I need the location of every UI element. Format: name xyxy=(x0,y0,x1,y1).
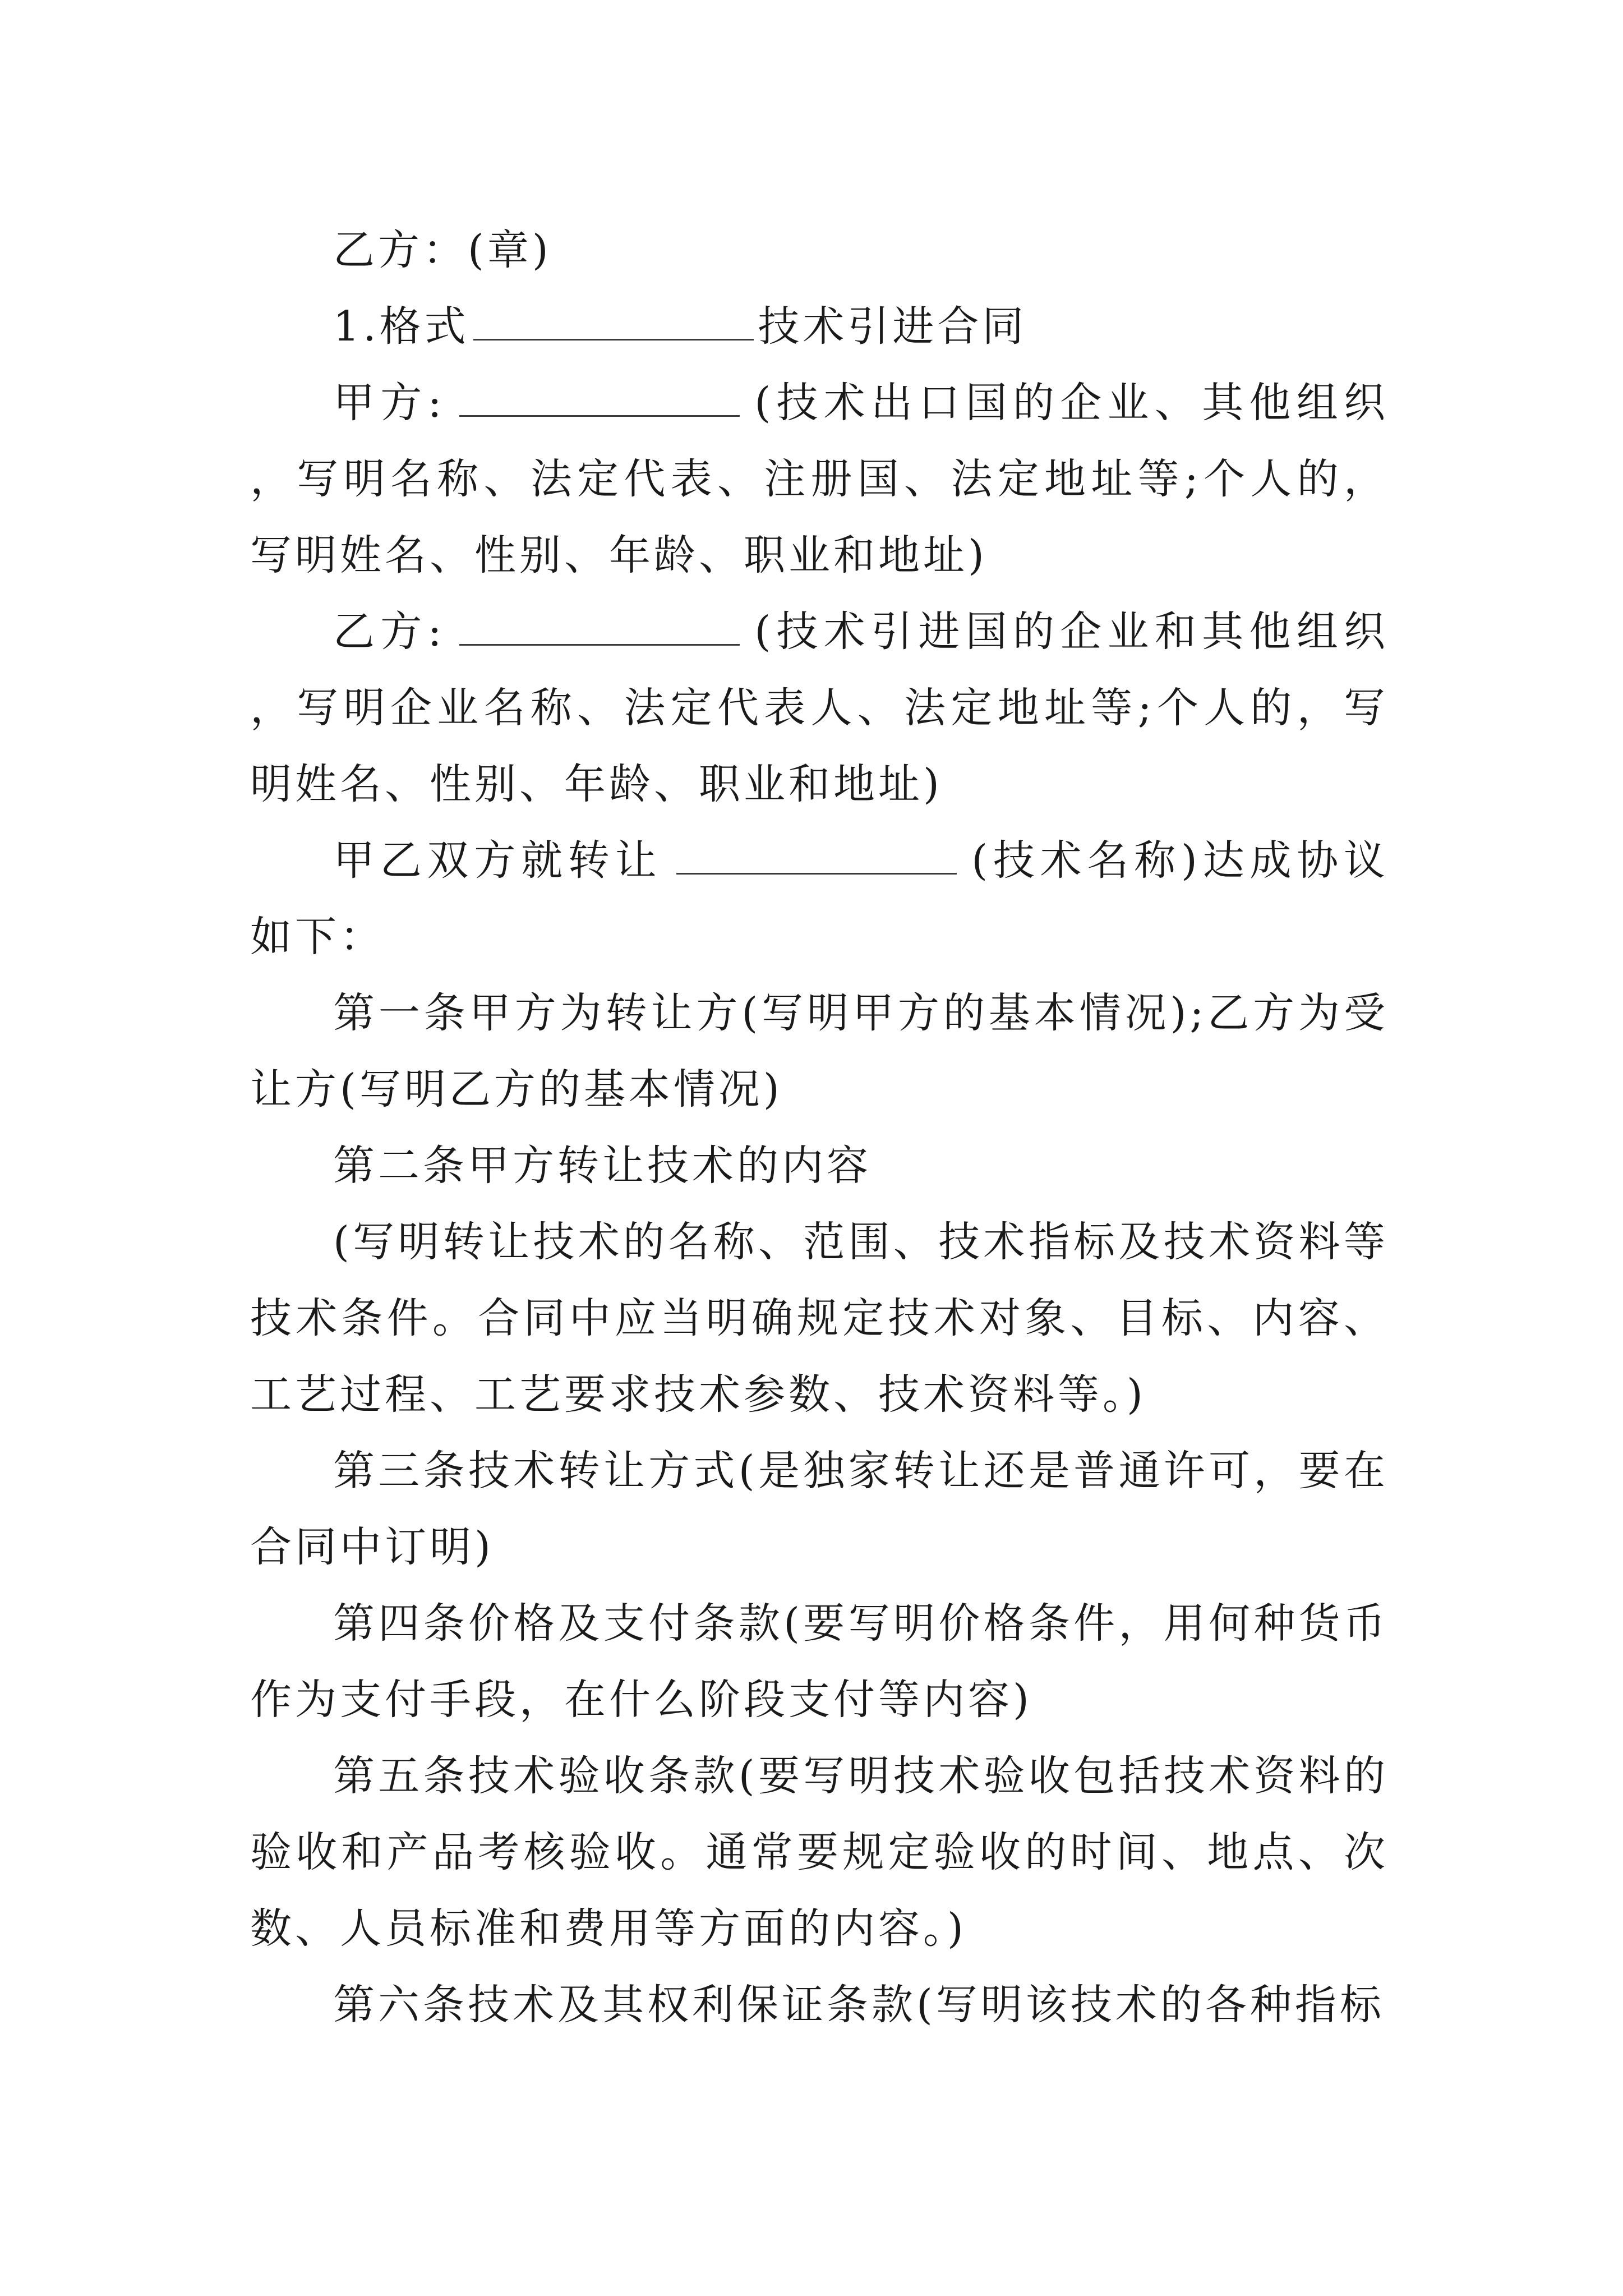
article-3 xyxy=(250,1433,1389,1585)
article-6-text: 第六条技术及其权利保证条款(写明该技术的各种指标 xyxy=(333,1981,1385,2029)
party-a-name-blank xyxy=(459,374,740,417)
article-5-text: 第五条技术验收条款(要写明技术验收包括技术资料的验收和产品考核验收。通常要规定验收的时间、地点、次数、人员标准和费用等方面的内容。) xyxy=(250,1752,1389,1953)
format-title-suffix: 技术引进合同 xyxy=(758,302,1027,351)
party-b-description: (技术引进国的企业和其他组织，写明企业名称、法定代表人、法定地址等;个人的，写明姓名、性别、年龄、职业和地址) xyxy=(250,608,1389,808)
format-title-prefix: 1.格式 xyxy=(333,302,469,351)
agreement-intro-prefix: 甲乙双方就转让 xyxy=(333,836,662,885)
article-1 xyxy=(250,975,1389,1128)
contract-type-blank xyxy=(473,297,754,341)
article-2-heading xyxy=(250,1128,1389,1204)
party-a-label: 甲方: xyxy=(333,379,445,427)
party-b-name-blank xyxy=(459,602,740,646)
party-b-label: 乙方: xyxy=(333,608,445,656)
party-b-seal-text: 乙方：(章) xyxy=(333,226,552,274)
article-2-detail xyxy=(250,1204,1389,1433)
format-title-line xyxy=(250,288,1389,365)
technology-name-blank xyxy=(676,831,957,875)
party-a-clause xyxy=(250,365,1389,593)
article-6 xyxy=(250,1967,1389,2043)
article-4 xyxy=(250,1585,1389,1738)
article-1-text: 第一条甲方为转让方(写明甲方的基本情况);乙方为受让方(写明乙方的基本情况) xyxy=(250,989,1389,1114)
party-b-seal-line xyxy=(250,212,1389,288)
article-5 xyxy=(250,1738,1389,1967)
document-body xyxy=(250,212,1389,2043)
party-a-description: (技术出口国的企业、其他组织，写明名称、法定代表、注册国、法定地址等;个人的，写明姓名、性别、年龄、职业和地址) xyxy=(250,379,1389,579)
agreement-intro-clause xyxy=(250,822,1389,975)
article-2-detail-text: (写明转让技术的名称、范围、技术指标及技术资料等技术条件。合同中应当明确规定技术对象、目标、内容、工艺过程、工艺要求技术参数、技术资料等。) xyxy=(250,1218,1389,1419)
article-3-text: 第三条技术转让方式(是独家转让还是普通许可，要在合同中订明) xyxy=(250,1447,1389,1571)
article-4-text: 第四条价格及支付条款(要写明价格条件，用何种货币作为支付手段，在什么阶段支付等内容) xyxy=(250,1599,1389,1724)
agreement-intro-suffix: (技术名称)达成协议如下： xyxy=(250,836,1389,961)
party-b-clause xyxy=(250,593,1389,822)
article-2-heading-text: 第二条甲方转让技术的内容 xyxy=(333,1142,872,1190)
